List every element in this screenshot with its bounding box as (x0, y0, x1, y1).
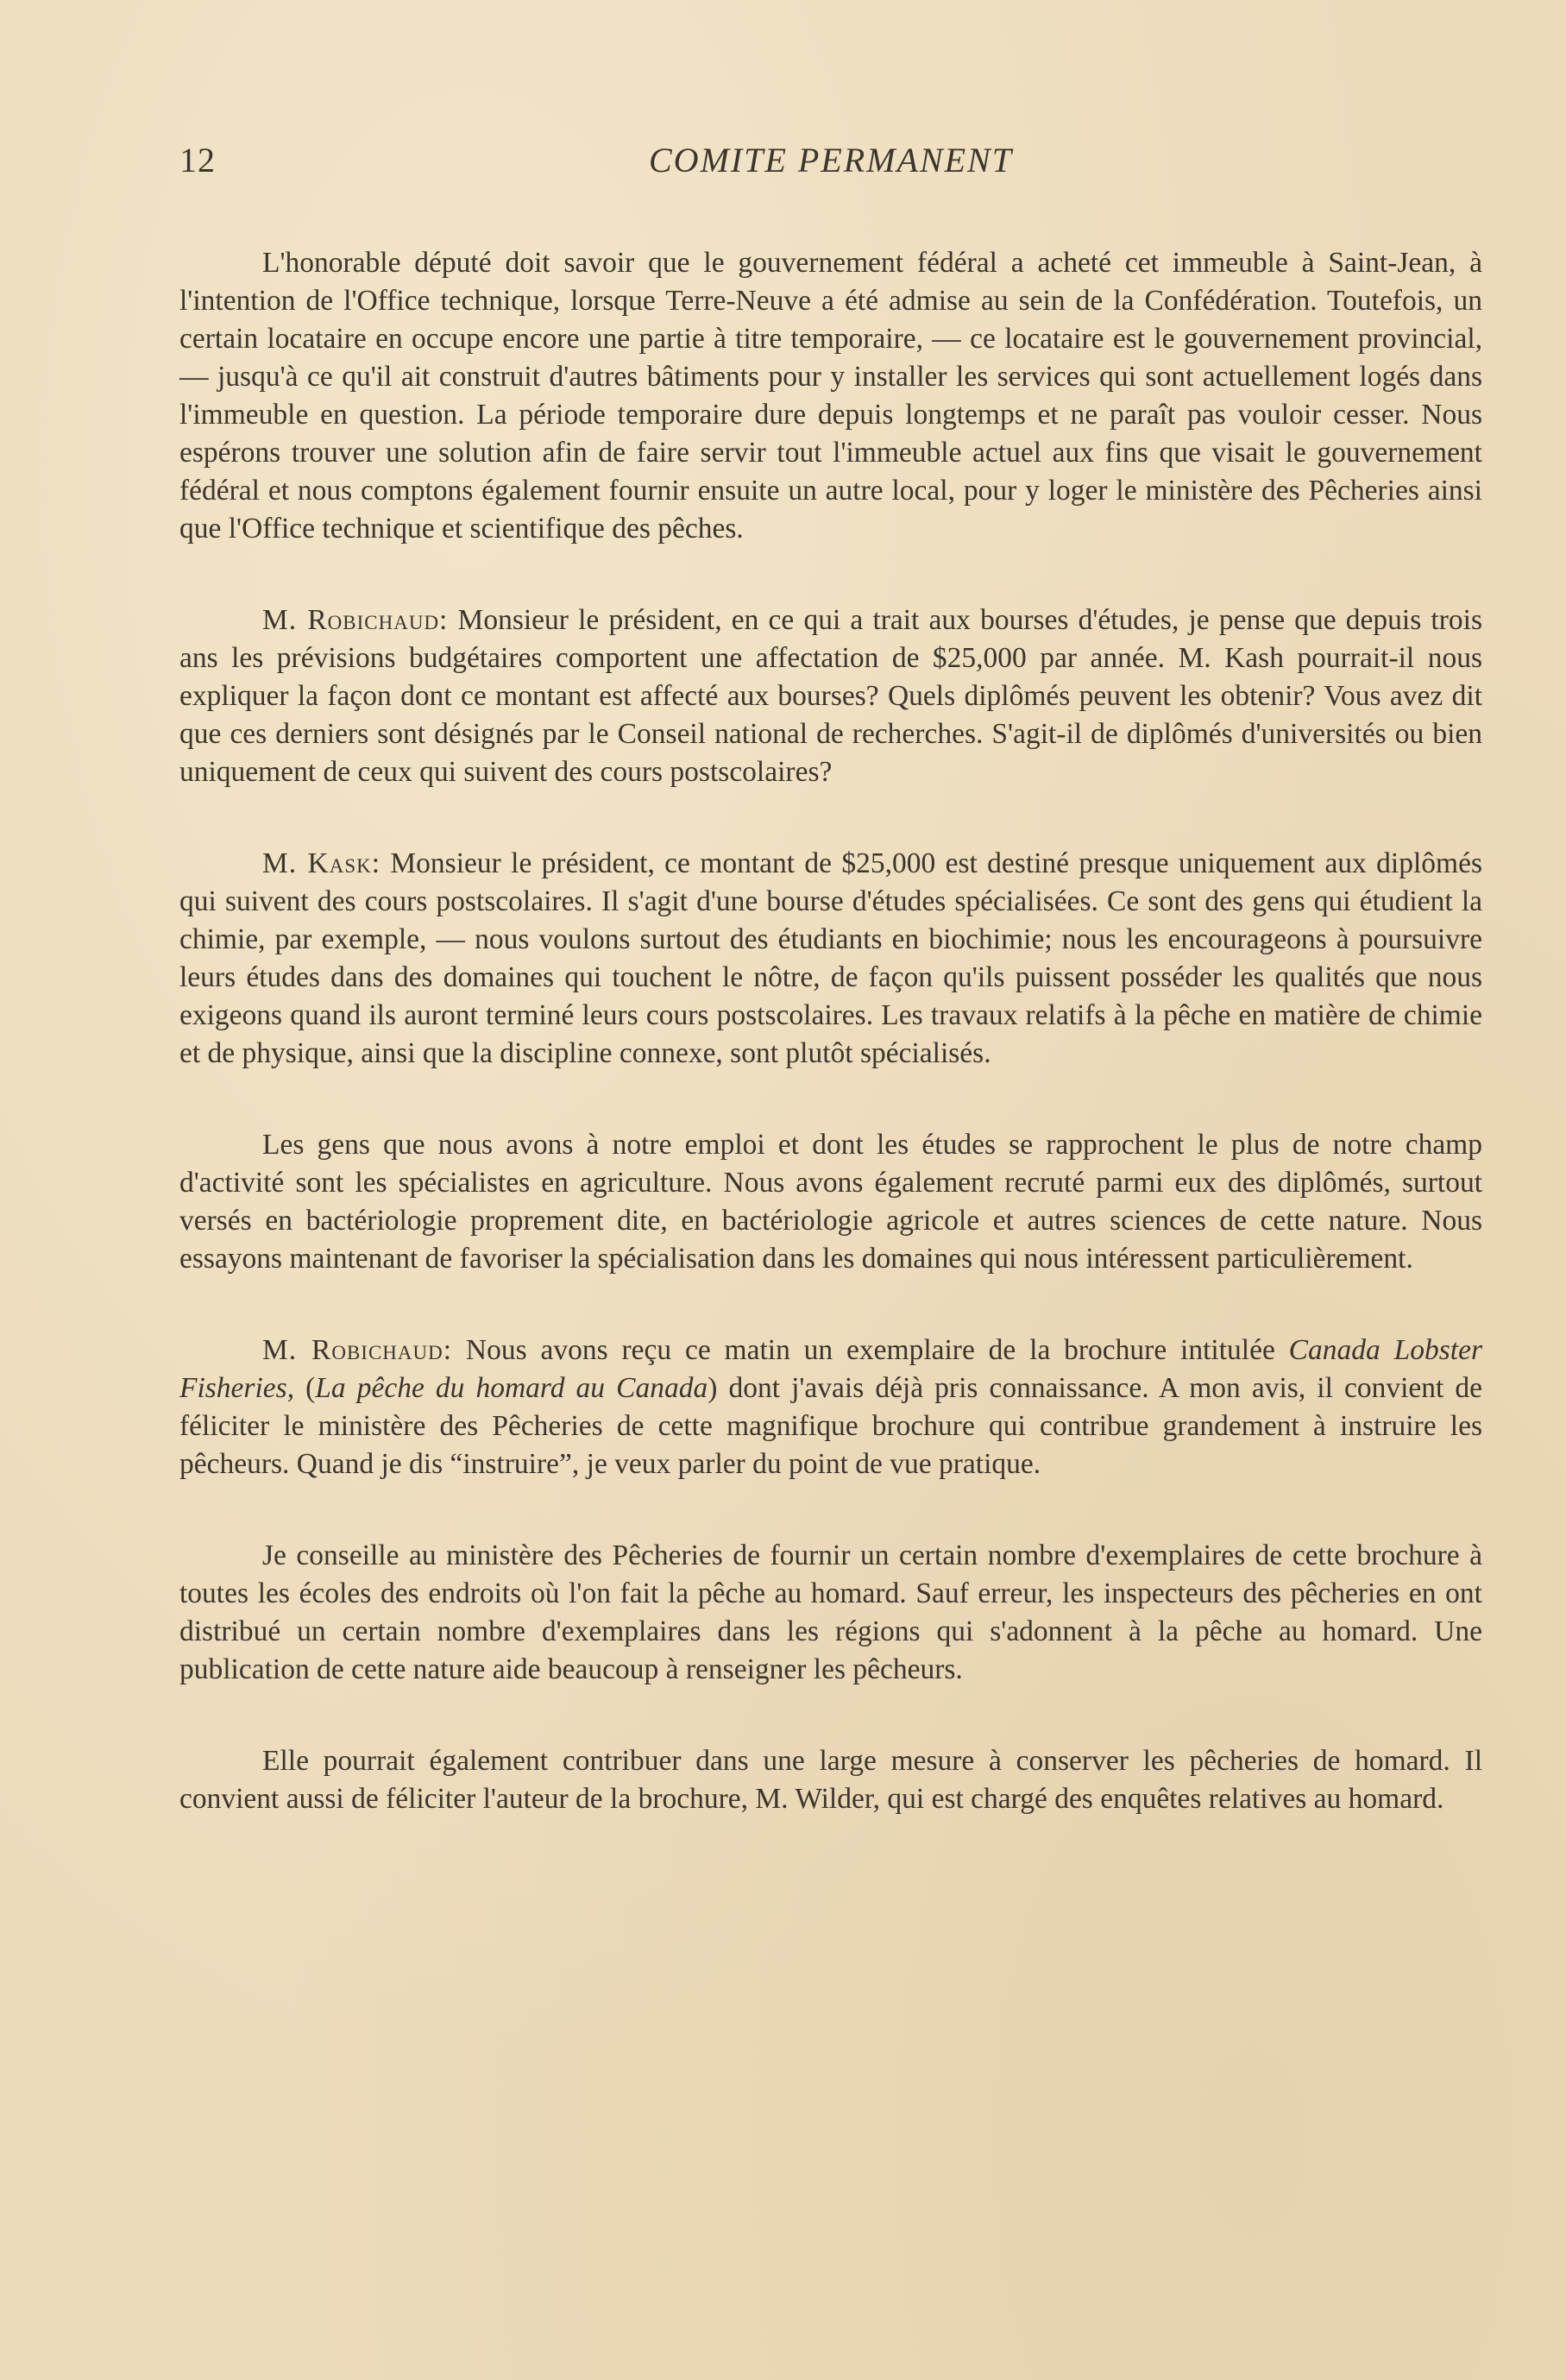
paragraph-text: Elle pourrait également contribuer dans une large mesure à conserver les pêcheries de homard. Il convient aussi de féliciter l'auteur de la brochure, M. Wilder, qui est chargé des enquêtes relatives au homard. (179, 1745, 1482, 1815)
paragraph-4 (179, 1126, 1482, 1278)
paragraph-text: Monsieur le président, en ce qui a trait aux bourses d'études, je pense que depuis trois ans les prévisions budgétaires comportent une affectation de $25,000 par année. M. Kash pourrait-il nous expliquer la façon dont ce montant est affecté aux bourses? Quels diplômés peuvent les obtenir? Vous avez dit que ces derniers sont désignés par le Conseil national de recherches. S'agit-il de diplômés d'universités ou bien uniquement de ceux qui suivent des cours postscolaires? (179, 604, 1482, 788)
speaker-name: M. Kask: (262, 847, 381, 879)
brochure-title: Canada Lobster Fisheries (179, 1334, 1482, 1404)
running-head: COMITE PERMANENT (649, 141, 1013, 179)
page-header (179, 140, 1482, 192)
paragraph-1 (179, 244, 1482, 548)
speaker-name: M. Robichaud: (262, 1334, 453, 1366)
paragraph-7 (179, 1742, 1482, 1818)
paragraph-5 (179, 1332, 1482, 1483)
paragraph-text: Nous avons reçu ce matin un exemplaire de la brochure intitulée (452, 1334, 1289, 1366)
page-number: 12 (179, 141, 216, 179)
paragraph-text: ) dont j'avais déjà pris connaissance. A mon avis, il convient de féliciter le ministère des Pêcheries de cette magnifique brochure qui contribue grandement à instruire les pêcheurs. Quand je dis “instruire”, je veux parler du point de vue pratique. (179, 1372, 1482, 1480)
paragraph-text: L'honorable député doit savoir que le gouvernement fédéral a acheté cet immeuble à Saint-Jean, à l'intention de l'Office technique, lorsque Terre-Neuve a été admise au sein de la Confédération. Toutefois, un certain locataire en occupe encore une partie à titre temporaire, — ce locataire est le gouvernement provincial, — jusqu'à ce qu'il ait construit d'autres bâtiments pour y installer les services qui sont actuellement logés dans l'immeuble en question. La période temporaire dure depuis longtemps et ne paraît pas vouloir cesser. Nous espérons trouver une solution afin de faire servir tout l'immeuble actuel aux fins que visait le gouvernement fédéral et nous comptons également fournir ensuite un autre local, pour y loger le ministère des Pêcheries ainsi que l'Office technique et scientifique des pêches. (179, 247, 1482, 545)
paragraph-text: Monsieur le président, ce montant de $25,000 est destiné presque uniquement aux diplômés qui suivent des cours postscolaires. Il s'agit d'une bourse d'études spécialisées. Ce sont des gens qui étudient la chimie, par exemple, — nous voulons surtout des étudiants en biochimie; nous les encourageons à poursuivre leurs études dans des domaines qui touchent le nôtre, de façon qu'ils puissent posséder les qualités que nous exigeons quand ils auront terminé leurs cours postscolaires. Les travaux relatifs à la pêche en matière de chimie et de physique, ainsi que la discipline connexe, sont plutôt spécialisés. (179, 847, 1482, 1069)
paragraph-2 (179, 601, 1482, 791)
paragraph-text: Les gens que nous avons à notre emploi et dont les études se rapprochent le plus de notre champ d'activité sont les spécialistes en agriculture. Nous avons également recruté parmi eux des diplômés, surtout versés en bactériologie proprement dite, en bactériologie agricole et autres sciences de cette nature. Nous essayons maintenant de favoriser la spécialisation dans les domaines qui nous intéressent particulièrement. (179, 1129, 1482, 1275)
paragraph-text: Je conseille au ministère des Pêcheries de fournir un certain nombre d'exemplaires de cette brochure à toutes les écoles des endroits où l'on fait la pêche au homard. Sauf erreur, les inspecteurs des pêcheries en ont distribué un certain nombre d'exemplaires dans les régions qui s'adonnent à la pêche au homard. Une publication de cette nature aide beaucoup à renseigner les pêcheurs. (179, 1539, 1482, 1685)
speaker-name: M. Robichaud: (262, 604, 449, 636)
paragraph-text: , ( (286, 1372, 316, 1404)
body-text (179, 244, 1482, 1818)
brochure-title-french: La pêche du homard au Canada (315, 1372, 708, 1404)
paragraph-3 (179, 845, 1482, 1073)
paragraph-6 (179, 1537, 1482, 1689)
